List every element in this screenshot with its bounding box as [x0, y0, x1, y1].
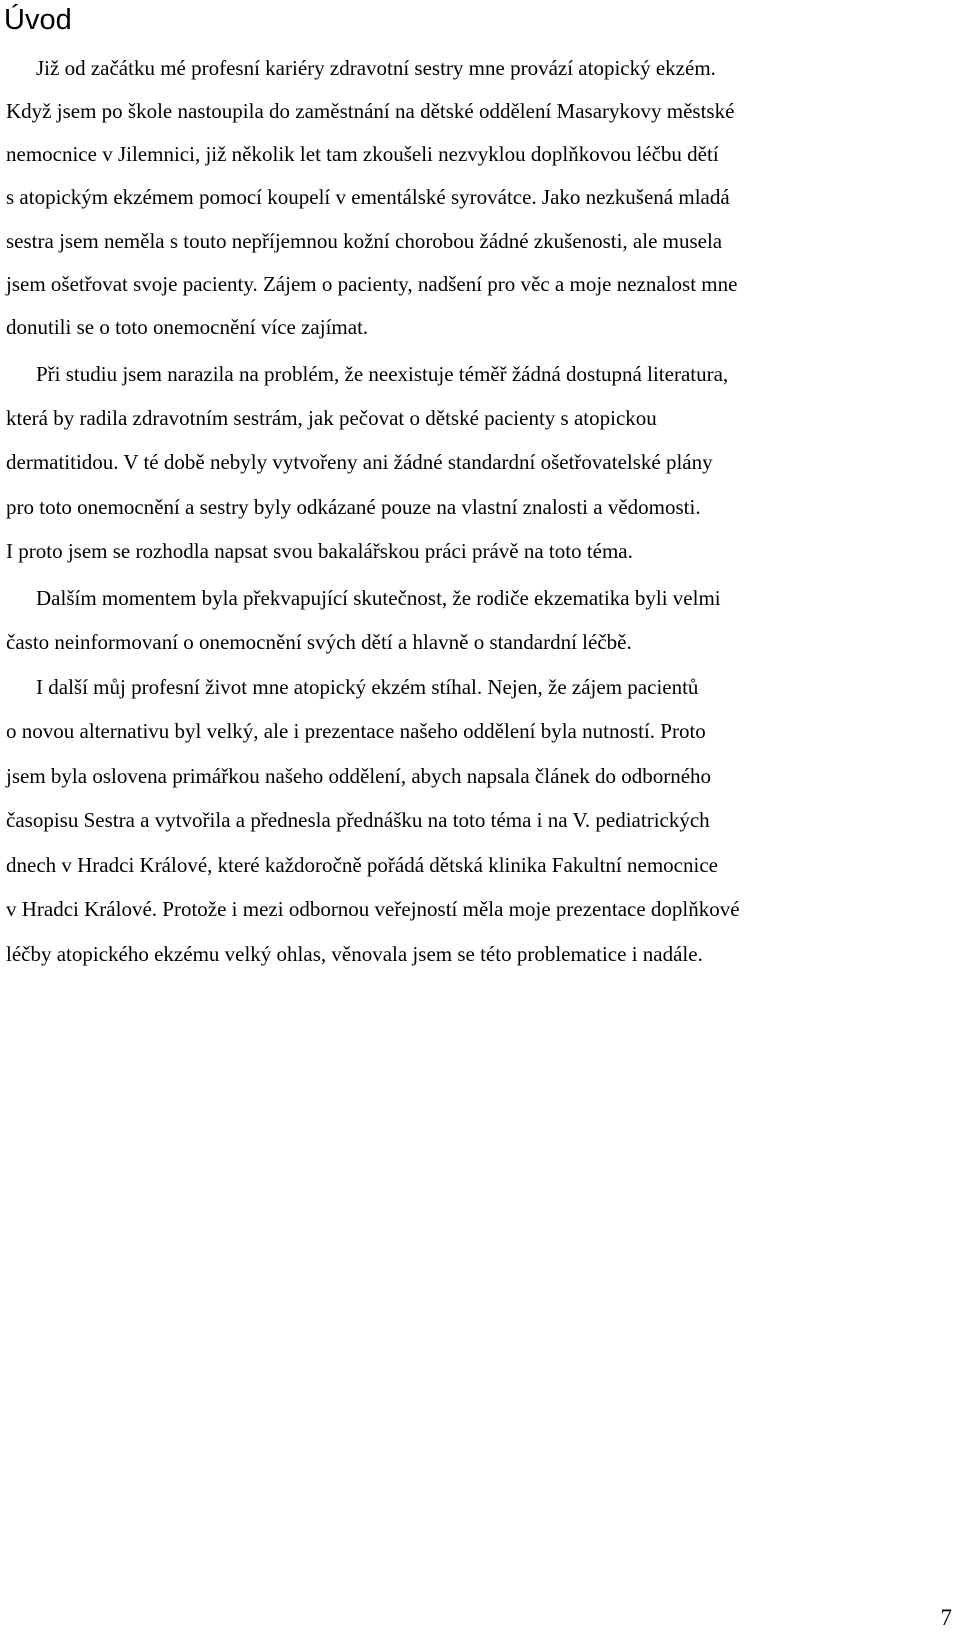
text-line: Když jsem po škole nastoupila do zaměstnání na dětské oddělení Masarykovy městské	[6, 99, 735, 123]
text-line: s atopickým ekzémem pomocí koupelí v ementálské syrovátce. Jako nezkušená mladá	[6, 185, 730, 209]
text-line: která by radila zdravotním sestrám, jak pečovat o dětské pacienty s atopickou	[6, 406, 657, 430]
text-line: v Hradci Králové. Protože i mezi odbornou veřejností měla moje prezentace doplňkové	[6, 897, 740, 921]
text-line: pro toto onemocnění a sestry byly odkázané pouze na vlastní znalosti a vědomosti.	[6, 495, 701, 519]
text-line: jsem byla oslovena primářkou našeho oddělení, abych napsala článek do odborného	[6, 764, 712, 788]
text-line: Při studiu jsem narazila na problém, že neexistuje téměř žádná dostupná literatura,	[36, 362, 729, 386]
text-line: dnech v Hradci Králové, které každoročně pořádá dětská klinika Fakultní nemocnice	[6, 853, 718, 877]
page-number: 7	[940, 1605, 952, 1630]
text-line: Již od začátku mé profesní kariéry zdravotní sestry mne provází atopický ekzém.	[36, 56, 716, 80]
text-line: jsem ošetřovat svoje pacienty. Zájem o pacienty, nadšení pro věc a moje neznalost mne	[6, 272, 738, 296]
section-heading: Úvod	[4, 4, 72, 36]
text-line: I další můj profesní život mne atopický ekzém stíhal. Nejen, že zájem pacientů	[36, 675, 699, 699]
text-line: donutili se o toto onemocnění více zajímat.	[6, 315, 369, 339]
text-line: často neinformovaní o onemocnění svých dětí a hlavně o standardní léčbě.	[6, 630, 632, 654]
text-line: dermatitidou. V té době nebyly vytvořeny ani žádné standardní ošetřovatelské plány	[6, 450, 713, 474]
text-line: sestra jsem neměla s touto nepříjemnou kožní chorobou žádné zkušenosti, ale musela	[6, 229, 723, 253]
text-line: časopisu Sestra a vytvořila a přednesla přednášku na toto téma i na V. pediatrických	[6, 808, 710, 832]
text-line: Dalším momentem byla překvapující skutečnost, že rodiče ekzematika byli velmi	[36, 586, 721, 610]
text-line: nemocnice v Jilemnici, již několik let tam zkoušeli nezvyklou doplňkovou léčbu dětí	[6, 142, 719, 166]
text-line: I proto jsem se rozhodla napsat svou bakalářskou práci právě na toto téma.	[6, 539, 633, 563]
text-line: léčby atopického ekzému velký ohlas, věnovala jsem se této problematice i nadále.	[6, 942, 703, 966]
text-line: o novou alternativu byl velký, ale i prezentace našeho oddělení byla nutností. Proto	[6, 719, 706, 743]
